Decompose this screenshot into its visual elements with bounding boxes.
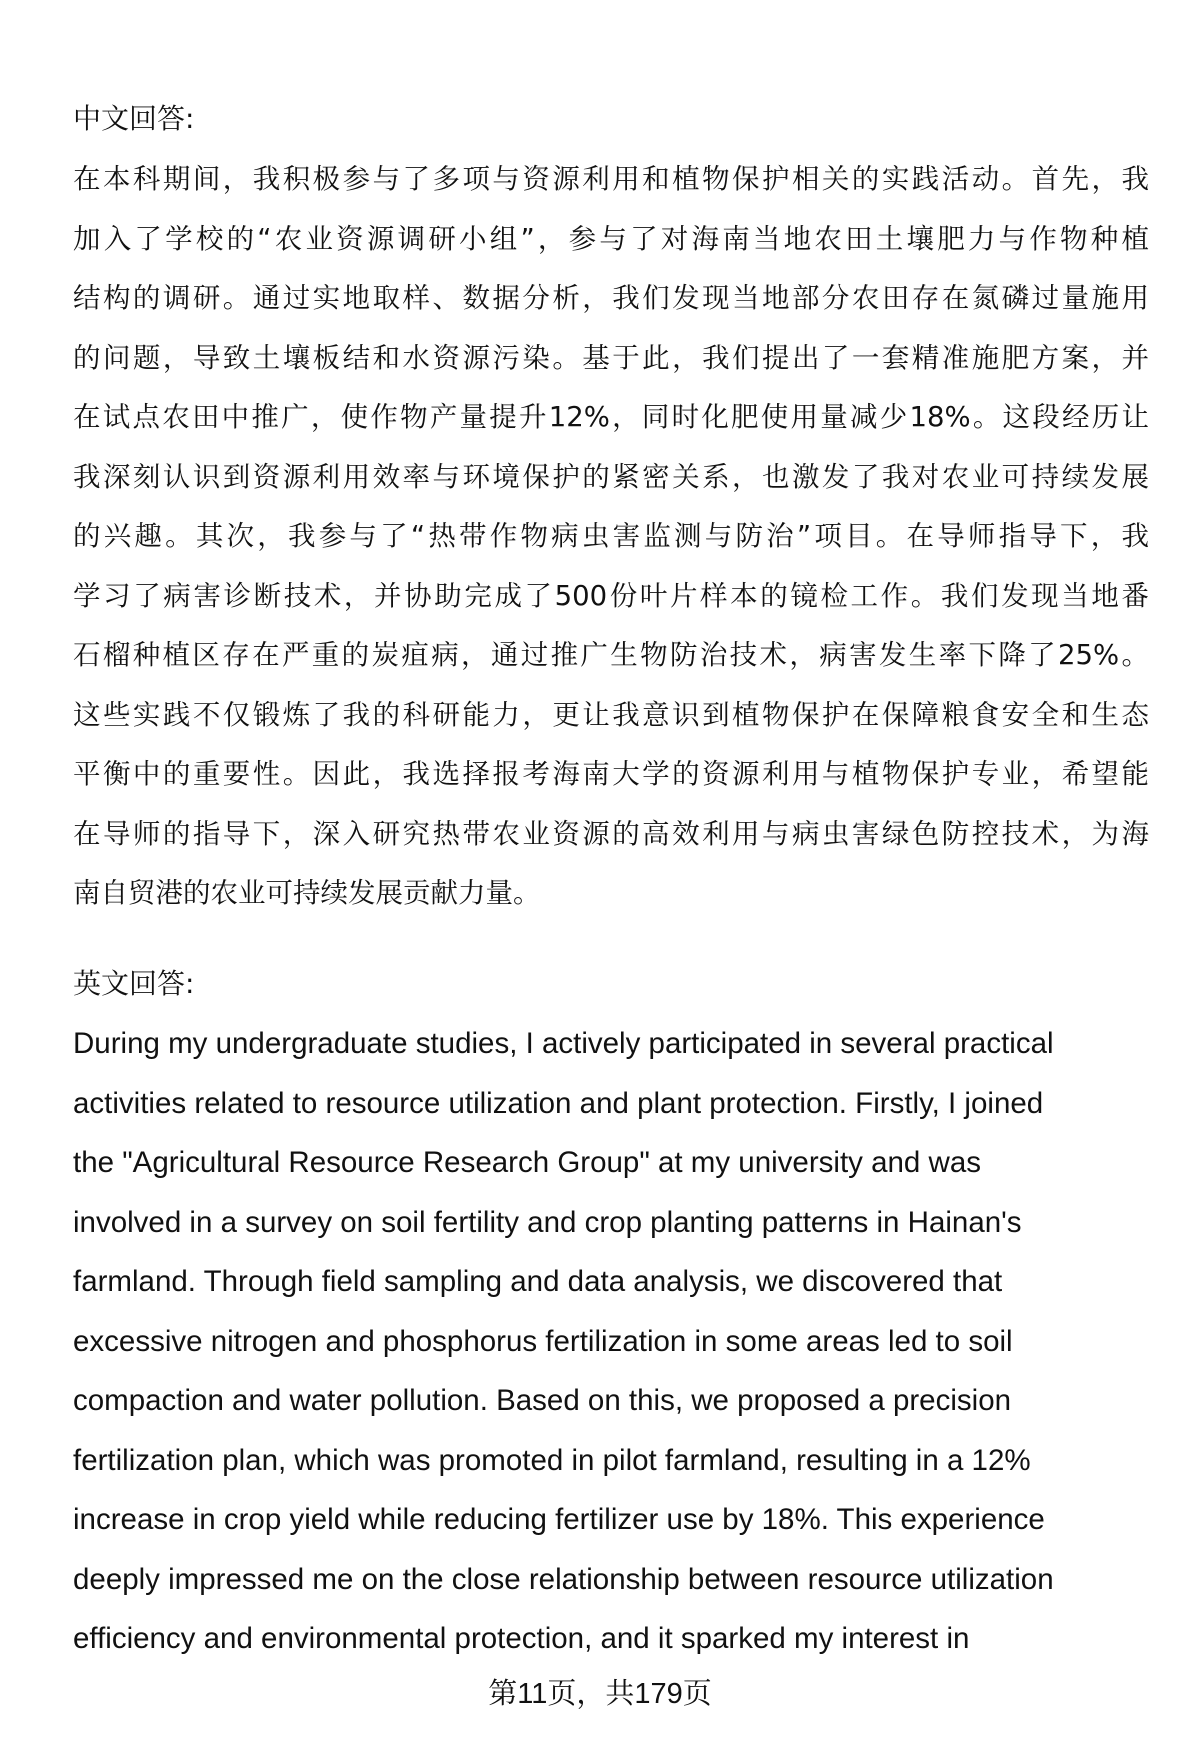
text-line: deeply impressed me on the close relationship between resource utilization bbox=[73, 1562, 1054, 1596]
text-line: compaction and water pollution. Based on this, we proposed a precision bbox=[73, 1384, 1012, 1417]
text-line: efficiency and environmental protection, and it sparked my interest in bbox=[73, 1622, 970, 1655]
text-line: the "Agricultural Resource Research Group" at my university and was bbox=[73, 1146, 981, 1179]
text-line: increase in crop yield while reducing fertilizer use by 18%. This experience bbox=[73, 1503, 1045, 1536]
text-line: involved in a survey on soil fertility and crop planting patterns in Hainan's bbox=[73, 1205, 1022, 1239]
page-number: 第11页，共179页 bbox=[488, 1678, 712, 1710]
text-line: 这些实践不仅锻炼了我的科研能力，更让我意识到植物保护在保障粮食安全和生态 bbox=[73, 698, 1149, 731]
text-line: 学习了病害诊断技术，并协助完成了500份叶片样本的镜检工作。我们发现当地番 bbox=[73, 579, 1149, 612]
text-line: 在导师的指导下，深入研究热带农业资源的高效利用与病虫害绿色防控技术，为海 bbox=[73, 817, 1149, 850]
text-line: During my undergraduate studies, I actively participated in several practical bbox=[73, 1027, 1054, 1060]
text-line: 加入了学校的“农业资源调研小组”，参与了对海南当地农田土壤肥力与作物种植 bbox=[73, 222, 1149, 255]
text-line: 我深刻认识到资源利用效率与环境保护的紧密关系，也激发了我对农业可持续发展 bbox=[73, 460, 1149, 493]
chinese-answer-heading: 中文回答: bbox=[73, 102, 195, 135]
text-line: fertilization plan, which was promoted in pilot farmland, resulting in a 12% bbox=[73, 1443, 1031, 1477]
english-answer-heading: 英文回答: bbox=[73, 967, 195, 1000]
chinese-heading-block bbox=[73, 89, 1149, 149]
text-line: farmland. Through field sampling and data analysis, we discovered that bbox=[73, 1265, 1003, 1298]
text-line: 南自贸港的农业可持续发展贡献力量。 bbox=[73, 877, 541, 909]
text-line: 在本科期间，我积极参与了多项与资源利用和植物保护相关的实践活动。首先，我 bbox=[73, 163, 1149, 195]
text-line: excessive nitrogen and phosphorus fertilization in some areas led to soil bbox=[73, 1324, 1013, 1358]
english-heading-block bbox=[73, 954, 1149, 1014]
text-line: 在试点农田中推广，使作物产量提升12%，同时化肥使用量减少18%。这段经历让 bbox=[73, 401, 1149, 433]
text-line: 的兴趣。其次，我参与了“热带作物病虫害监测与防治”项目。在导师指导下，我 bbox=[73, 520, 1149, 552]
english-answer-paragraph bbox=[73, 1014, 1149, 1669]
text-line: 结构的调研。通过实地取样、数据分析，我们发现当地部分农田存在氮磷过量施用 bbox=[73, 282, 1149, 314]
text-line: 的问题，导致土壤板结和水资源污染。基于此，我们提出了一套精准施肥方案，并 bbox=[73, 341, 1149, 374]
chinese-answer-paragraph bbox=[73, 150, 1149, 924]
text-line: 石榴种植区存在严重的炭疽病，通过推广生物防治技术，病害发生率下降了25%。 bbox=[73, 639, 1149, 671]
text-line: 平衡中的重要性。因此，我选择报考海南大学的资源利用与植物保护专业，希望能 bbox=[73, 758, 1149, 790]
text-line: activities related to resource utilization and plant protection. Firstly, I joined bbox=[73, 1086, 1044, 1120]
